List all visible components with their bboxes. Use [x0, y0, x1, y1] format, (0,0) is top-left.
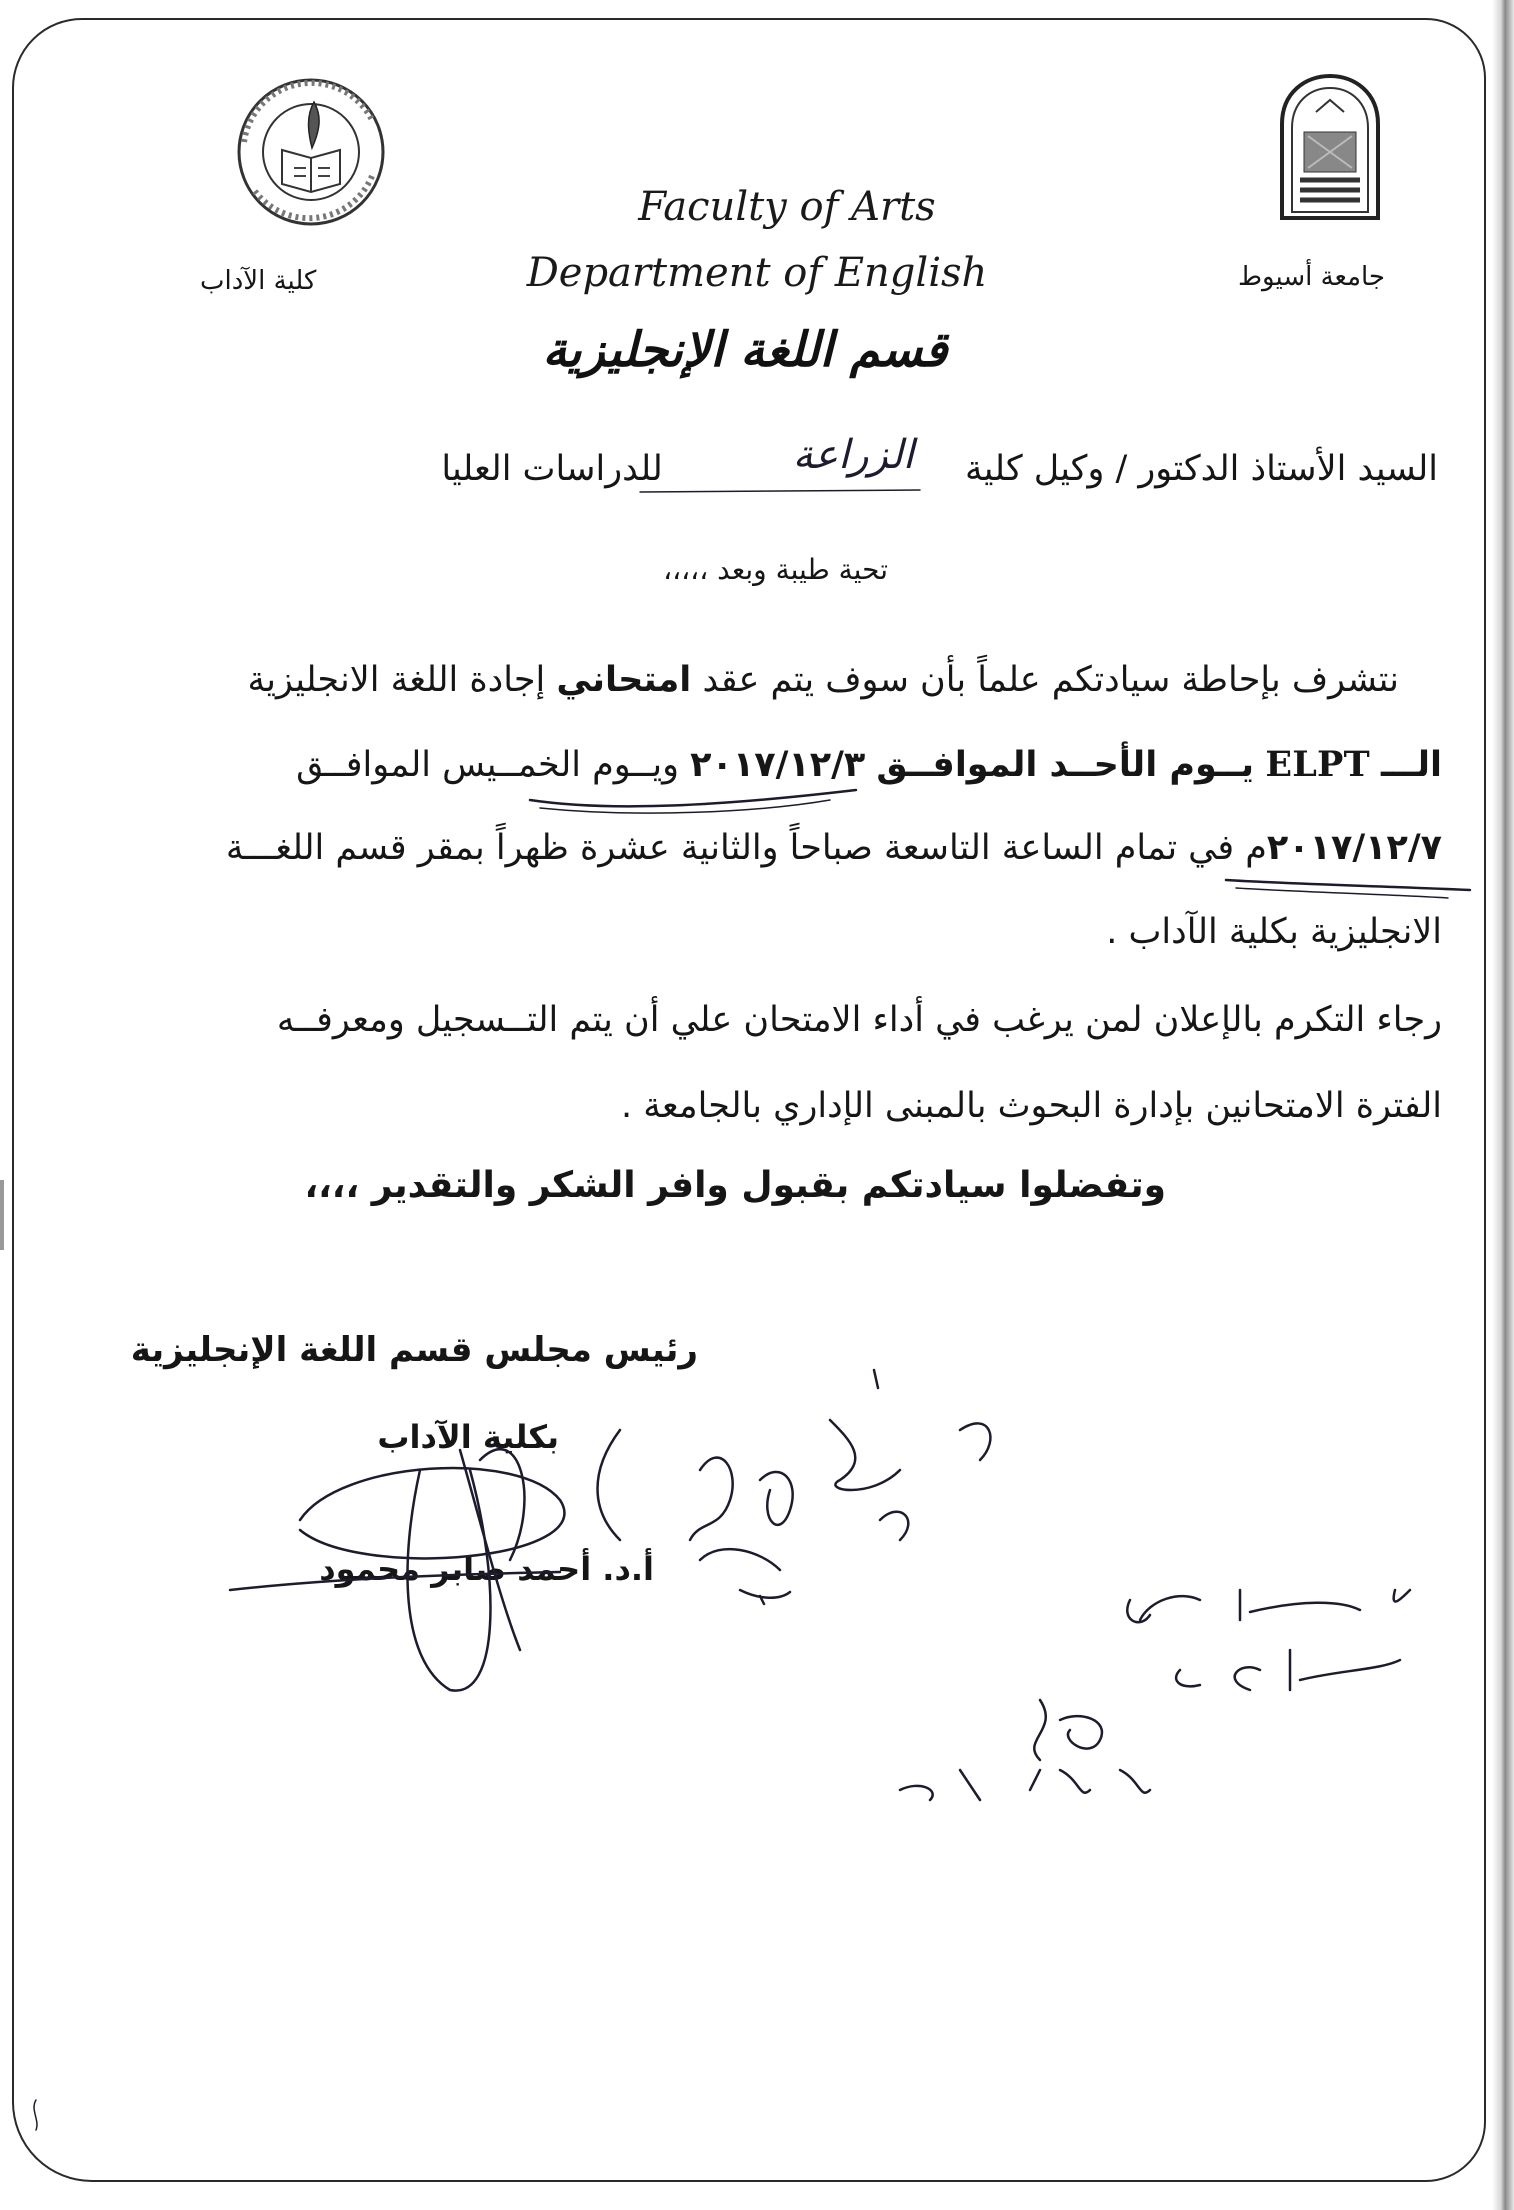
- addressee-handwritten-field: [674, 432, 954, 480]
- body-line-5: رجاء التكرم بالإعلان لمن يرغب في أداء الامتحان علي أن يتم التــسجيل ومعرفــه: [276, 1000, 1442, 1040]
- department-title-arabic: قسم اللغة الإنجليزية: [542, 322, 948, 378]
- exam-code: ELPT: [1265, 744, 1370, 785]
- signatory-name: أ.د. أحمد صابر محمود: [319, 1550, 654, 1588]
- addressee-handwritten-text: الزراعة: [792, 432, 914, 478]
- department-title-english: Department of English: [526, 250, 988, 296]
- thursday-label: ويــوم الخمــيس الموافــق: [296, 745, 680, 785]
- body-line-4: الانجليزية بكلية الآداب .: [1106, 912, 1442, 952]
- body-line-2: [296, 744, 1442, 785]
- addressee-suffix: للدراسات العليا: [441, 449, 663, 489]
- body-line-6: الفترة الامتحانين بإدارة البحوث بالمبنى الإداري بالجامعة .: [620, 1086, 1442, 1126]
- thursday-date: ٢٠١٧/١٢/٧: [1266, 828, 1442, 868]
- body-line-1: [247, 660, 1399, 700]
- university-name-arabic: جامعة أسيوط: [1238, 262, 1385, 292]
- addressee-prefix: السيد الأستاذ الدكتور / وكيل كلية: [965, 449, 1438, 489]
- exam-time-location: م في تمام الساعة التاسعة صباحاً والثانية عشرة ظهراً بمقر قسم اللغـــة: [225, 828, 1267, 868]
- faculty-name-arabic: كلية الآداب: [200, 266, 317, 296]
- faculty-title-english: Faculty of Arts: [638, 184, 936, 230]
- signatory-title: رئيس مجلس قسم اللغة الإنجليزية: [130, 1330, 698, 1370]
- scan-edge: [1492, 0, 1514, 2210]
- signatory-faculty: بكلية الآداب: [377, 1418, 559, 1456]
- body-line-1-part-a: نتشرف بإحاطة سيادتكم علماً بأن سوف يتم عقد: [702, 660, 1399, 700]
- sunday-label: يــوم الأحــد الموافــق: [876, 745, 1255, 785]
- addressee-line: [68, 432, 1438, 489]
- body-line-1-part-c: إجادة اللغة الانجليزية: [247, 660, 546, 700]
- scan-mark: [0, 1180, 4, 1250]
- sunday-date: ٢٠١٧/١٢/٣: [690, 745, 866, 785]
- closing-line: وتفضلوا سيادتكم بقبول وافر الشكر والتقدير ،،،،: [304, 1165, 1166, 1206]
- body-line-2-article: الـــ: [1380, 745, 1442, 785]
- greeting: تحية طيبة وبعد ،،،،،: [663, 553, 888, 586]
- body-line-1-exams: امتحاني: [556, 660, 692, 700]
- body-line-3: [226, 828, 1442, 868]
